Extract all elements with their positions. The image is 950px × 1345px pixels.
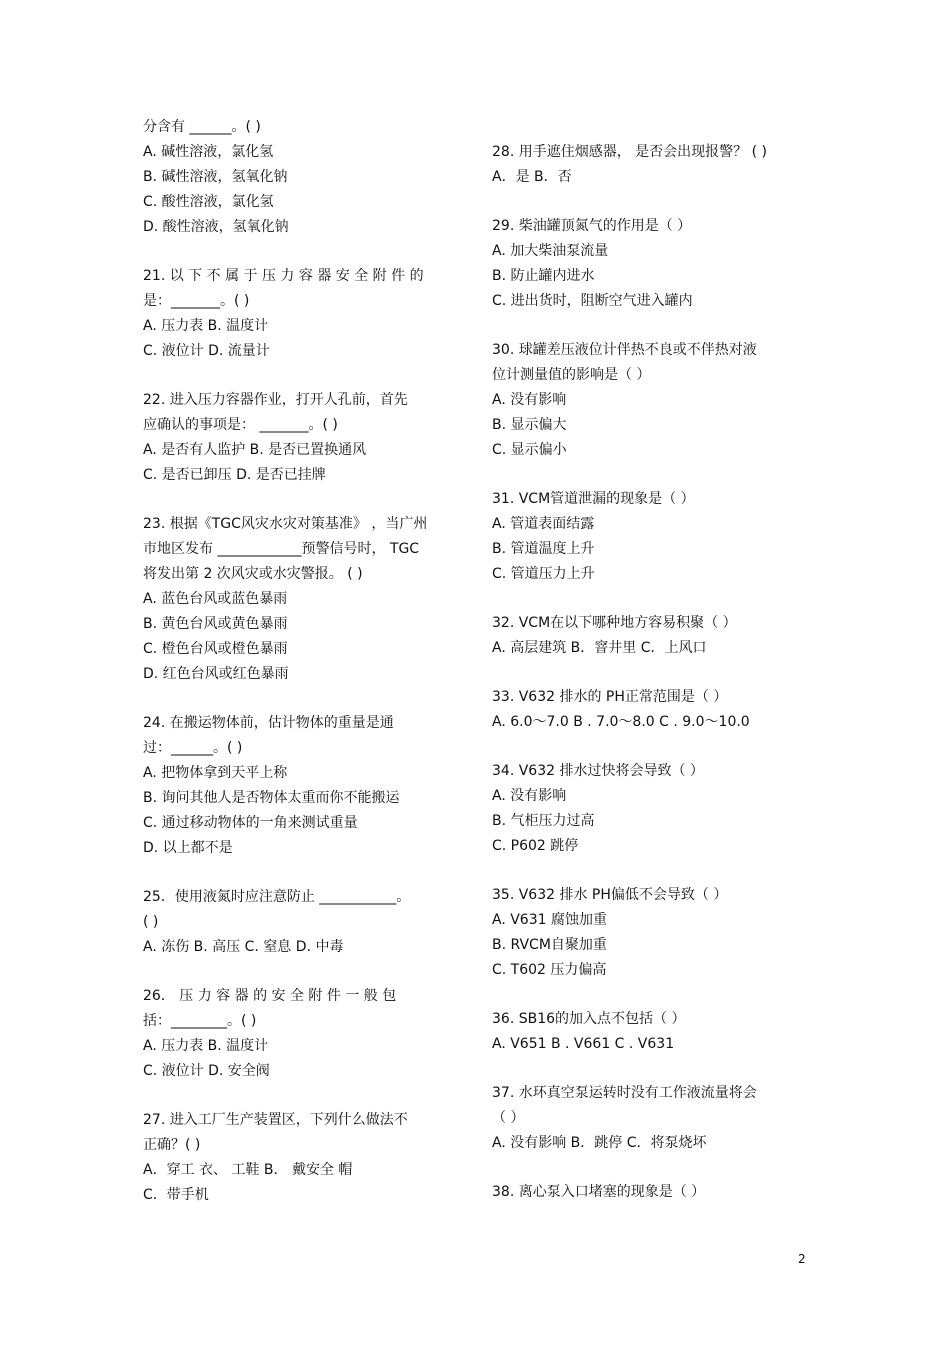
question-block [492,1081,822,1156]
option-line: A. 高层建筑 B．窨井里 C．上风口 [492,640,707,656]
question-line: 32. VCM在以下哪种地方容易积聚（ ） [492,615,737,631]
question-block [492,1007,822,1057]
question-line: （ ） [492,1110,525,1126]
question-line: 23. 根据《TGC风灾水灾对策基准》 ，当广州 [143,516,428,532]
question-block [143,984,473,1084]
question-block [492,140,822,190]
option-line: A. 6.0～7.0 B . 7.0～8.0 C . 9.0～10.0 [492,714,750,730]
question-line: 应确认的事项是： _______。( ) [143,417,338,433]
option-line: B. 碱性溶液，氢氧化钠 [143,169,288,185]
question-line: 是：_______。( ) [143,293,250,309]
option-line: A. 加大柴油泵流量 [492,243,609,259]
right-column [492,140,822,1205]
question-block [143,264,473,364]
option-line: A. 没有影响 [492,392,567,408]
option-line: C. 管道压力上升 [492,566,595,582]
option-line: B. 黄色台风或黄色暴雨 [143,616,288,632]
question-line: 28. 用手遮住烟感器， 是否会出现报警？ ( ) [492,144,767,160]
question-line: 位计测量值的影响是（ ） [492,367,651,383]
question-line: 正确？( ) [143,1137,201,1153]
question-line: 35. V632 排水 PH偏低不会导致（ ） [492,887,728,903]
option-line: D. 红色台风或红色暴雨 [143,666,289,682]
option-line: A. 压力表 B. 温度计 [143,318,269,334]
option-line: C. T602 压力偏高 [492,962,607,978]
question-block [143,512,473,687]
question-line: 市地区发布 ____________预警信号时， TGC [143,541,420,557]
question-line: 24. 在搬运物体前，估计物体的重量是通 [143,715,394,731]
option-line: A. 没有影响 B．跳停 C．将泵烧坏 [492,1135,707,1151]
option-line: C. 通过移动物体的一角来测试重量 [143,815,358,831]
option-line: A. V651 B . V661 C . V631 [492,1036,675,1052]
question-block [143,885,473,960]
page-number: 2 [798,1252,806,1266]
option-line: A. 把物体拿到天平上称 [143,765,288,781]
option-line: B. 防止罐内进水 [492,268,595,284]
option-line: C. P602 跳停 [492,838,579,854]
option-line: B. 显示偏大 [492,417,567,433]
option-line: C. 橙色台风或橙色暴雨 [143,641,288,657]
question-line: 25．使用液氮时应注意防止 ___________。 [143,889,411,905]
question-line: ( ) [143,914,159,930]
question-block [492,1180,822,1205]
question-block [492,338,822,463]
question-block [492,487,822,587]
option-line: A. V631 腐蚀加重 [492,912,607,928]
question-line: 分含有 ______。( ) [143,119,261,135]
question-line: 33. V632 排水的 PH正常范围是（ ） [492,689,728,705]
question-line: 38. 离心泵入口堵塞的现象是（ ） [492,1184,706,1200]
question-block [143,115,473,240]
option-line: A. 冻伤 B. 高压 C. 窒息 D. 中毒 [143,939,344,955]
option-line: A. 没有影响 [492,788,567,804]
question-line: 31. VCM管道泄漏的现象是（ ） [492,491,695,507]
question-block [143,1108,473,1208]
option-line: B. 询问其他人是否物体太重而你不能搬运 [143,790,400,806]
question-line: 将发出第 2 次风灾或水灾警报。 ( ) [143,566,363,582]
question-block [143,388,473,488]
question-line: 36. SB16的加入点不包括（ ） [492,1011,686,1027]
question-block [492,214,822,314]
question-block [492,685,822,735]
option-line: C. 液位计 D. 流量计 [143,343,270,359]
option-line: B. 气柜压力过高 [492,813,595,829]
question-block [143,711,473,861]
question-block [492,759,822,859]
question-line: 27. 进入工厂生产装置区，下列什么做法不 [143,1112,408,1128]
option-line: D. 酸性溶液，氢氧化钠 [143,219,289,235]
question-line: 26． 压 力 容 器 的 安 全 附 件 一 般 包 [143,988,397,1004]
option-line: C. 是否已卸压 D. 是否已挂牌 [143,467,326,483]
option-line: C. 显示偏小 [492,442,567,458]
option-line: C. 酸性溶液，氯化氢 [143,194,274,210]
option-line: A. 压力表 B. 温度计 [143,1038,269,1054]
question-line: 括：________。( ) [143,1013,257,1029]
question-line: 22. 进入压力容器作业，打开人孔前，首先 [143,392,408,408]
question-line: 过：______。( ) [143,740,243,756]
question-line: 29. 柴油罐顶氮气的作用是（ ） [492,218,692,234]
option-line: B. 管道温度上升 [492,541,595,557]
question-line: 34. V632 排水过快将会导致（ ） [492,763,704,779]
question-block [492,611,822,661]
question-line: 21. 以 下 不 属 于 压 力 容 器 安 全 附 件 的 [143,268,424,284]
option-line: A．穿工 衣、 工鞋 B． 戴安全 帽 [143,1162,353,1178]
question-block [492,883,822,983]
question-line: 30. 球罐差压液位计伴热不良或不伴热对液 [492,342,757,358]
option-line: C．带手机 [143,1187,209,1203]
question-line: 37. 水环真空泵运转时没有工作液流量将会 [492,1085,757,1101]
option-line: A. 是否有人监护 B. 是否已置换通风 [143,442,367,458]
option-line: C. 进出货时，阻断空气进入罐内 [492,293,693,309]
option-line: A. 管道表面结露 [492,516,595,532]
option-line: A. 碱性溶液，氯化氢 [143,144,274,160]
option-line: B. RVCM自聚加重 [492,937,607,953]
option-line: C. 液位计 D. 安全阀 [143,1063,270,1079]
left-column [143,115,473,1208]
option-line: A. 蓝色台风或蓝色暴雨 [143,591,288,607]
option-line: D. 以上都不是 [143,840,233,856]
option-line: A．是 B．否 [492,169,572,185]
